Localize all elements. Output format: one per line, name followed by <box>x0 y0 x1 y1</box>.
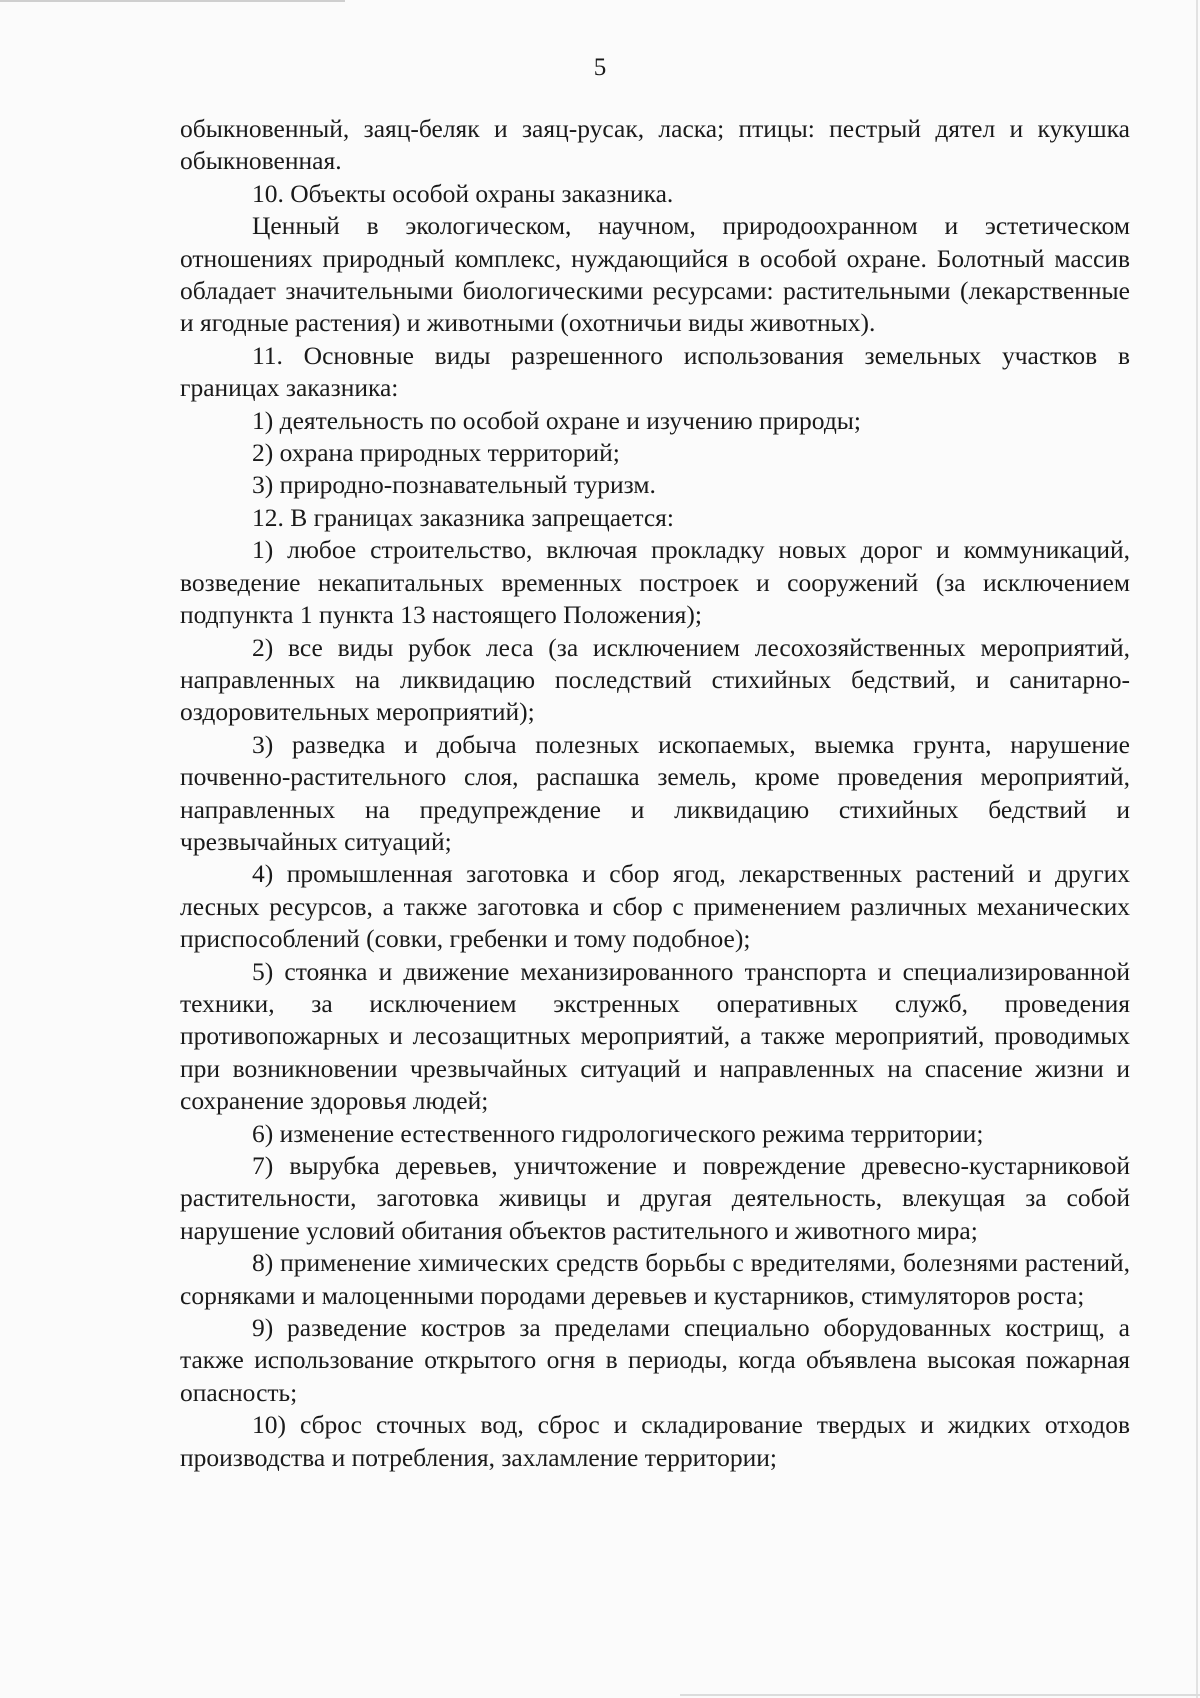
paragraph: 12. В границах заказника запрещается: <box>252 502 674 532</box>
list-item: 8) применение химических средств борьбы с вредителями, болезнями растений, сорняками и малоценными породами деревьев и кустарников, стимуляторов роста; <box>180 1248 1130 1310</box>
list-item: 4) промышленная заготовка и сбор ягод, лекарственных растений и других лесных ресурсов, а также заготовка и сбор с применением различных механических приспособлений (совки, гребенки и тому подобное); <box>180 859 1130 954</box>
list-item: 10) сброс сточных вод, сброс и складирование твердых и жидких отходов производства и потребления, захламление территории; <box>180 1410 1130 1472</box>
paragraph: 11. Основные виды разрешенного использования земельных участков в границах заказника: <box>180 340 1130 403</box>
paragraph: 10. Объекты особой охраны заказника. <box>252 178 674 208</box>
list-item: 6) изменение естественного гидрологического режима территории; <box>252 1118 984 1148</box>
document-body <box>180 113 1130 1474</box>
paragraph: Ценный в экологическом, научном, природоохранном и эстетическом отношениях природный комплекс, нуждающийся в особой охране. Болотный массив обладает значительными биологическими ресурсами: растительными (лекарственные и ягодные растения) и животными (охотничьи виды животных). <box>180 211 1130 338</box>
paragraph: обыкновенный, заяц-беляк и заяц-русак, ласка; птицы: пестрый дятел и кукушка обыкновенная. <box>180 114 1130 176</box>
list-item: 7) вырубка деревьев, уничтожение и повреждение древесно-кустарниковой растительности, заготовка живицы и другая деятельность, влекущая за собой нарушение условий обитания объектов растительного и животного мира; <box>180 1151 1130 1245</box>
page-number: 5 <box>593 54 607 81</box>
list-item: 9) разведение костров за пределами специально оборудованных кострищ, а также использование открытого огня в периоды, когда объявлена высокая пожарная опасность; <box>180 1313 1130 1407</box>
scan-edge-right <box>1196 0 1198 1698</box>
list-item: 1) любое строительство, включая прокладку новых дорог и коммуникаций, возведение некапитальных временных построек и сооружений (за исключением подпункта 1 пункта 13 настоящего Положения); <box>180 535 1130 630</box>
list-item: 5) стоянка и движение механизированного транспорта и специализированной техники, за исключением экстренных оперативных служб, проведения противопожарных и лесозащитных мероприятий, а также мероприятий, проводимых при возникновении чрезвычайных ситуаций и направленных на спасение жизни и сохранение здоровья людей; <box>180 956 1130 1116</box>
scan-edge-top <box>0 0 345 2</box>
list-item: 2) охрана природных территорий; <box>252 438 620 468</box>
list-item: 3) природно-познавательный туризм. <box>252 470 656 500</box>
list-item: 1) деятельность по особой охране и изучению природы; <box>252 405 862 435</box>
list-item: 3) разведка и добыча полезных ископаемых, выемка грунта, нарушение почвенно-растительного слоя, распашка земель, кроме проведения мероприятий, направленных на предупреждение и ликвидацию стихийных бедствий и чрезвычайных ситуаций; <box>180 729 1130 856</box>
list-item: 2) все виды рубок леса (за исключением лесохозяйственных мероприятий, направленных на ликвидацию последствий стихийных бедствий, и санитарно-оздоровительных мероприятий); <box>180 632 1130 727</box>
scan-edge-bottom <box>680 1694 1200 1696</box>
